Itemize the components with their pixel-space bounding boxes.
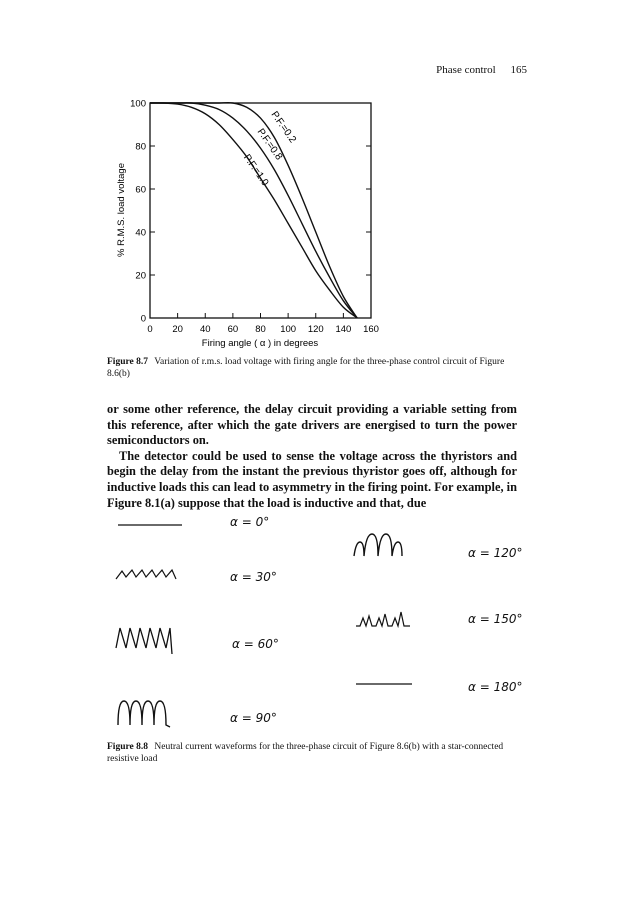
body-text	[107, 402, 517, 511]
body-paragraph-2: The detector could be used to sense the voltage across the thyristors and begin the delay from the instant the previous thyristor goes off, although for inductive loads this can lead to asymmetry in the firing point. For example, in Figure 8.1(a) suppose that the load is inductive and that, due	[107, 448, 517, 510]
y-tick-label: 40	[135, 227, 146, 239]
y-tick-label: 100	[130, 98, 146, 110]
waveform-label-alpha-30: α = 30°	[230, 570, 277, 584]
x-tick-label: 20	[172, 324, 183, 335]
waveform-label-alpha-120: α = 120°	[468, 546, 523, 560]
y-tick-label: 80	[135, 141, 146, 153]
x-tick-label: 100	[280, 324, 297, 335]
waveform-label-alpha-60: α = 60°	[232, 637, 279, 651]
waveform-alpha-150	[356, 608, 426, 634]
x-tick-label: 160	[363, 324, 379, 335]
waveform-alpha-120	[352, 528, 422, 568]
figure-8-7-caption-label: Figure 8.7	[107, 357, 148, 367]
figure-8-7-chart	[0, 0, 635, 360]
waveform-alpha-60	[116, 620, 186, 660]
waveform-label-alpha-150: α = 150°	[468, 612, 523, 626]
waveform-alpha-0	[118, 515, 188, 535]
waveform-label-alpha-0: α = 0°	[230, 515, 270, 529]
figure-8-7-caption	[107, 356, 522, 380]
x-tick-label: 80	[255, 324, 266, 335]
page-number: 165	[510, 64, 527, 76]
series-label: P.F.=0.2	[268, 109, 299, 146]
x-tick-label: 60	[227, 324, 239, 335]
waveform-label-alpha-90: α = 90°	[230, 711, 277, 725]
x-axis-label: Firing angle ( α ) in degrees	[201, 338, 319, 349]
series-label: P.F.=1.0	[240, 152, 271, 189]
y-tick-label: 20	[135, 270, 146, 282]
figure-8-8-caption-label: Figure 8.8	[107, 742, 148, 752]
figure-8-8-caption	[107, 741, 522, 765]
x-tick-label: 120	[307, 324, 324, 335]
body-paragraph-1: or some other reference, the delay circuit providing a variable setting from this reference, after which the gate drivers are energised to turn the power semiconductors on.	[107, 402, 517, 448]
figure-8-8-caption-text: Neutral current waveforms for the three-phase circuit of Figure 8.6(b) with a star-connected resistive load	[107, 742, 504, 764]
x-tick-label: 40	[199, 324, 211, 335]
figure-8-7-caption-text: Variation of r.m.s. load voltage with firing angle for the three-phase control circuit of Figure 8.6(b)	[107, 357, 505, 379]
x-tick-label: 140	[335, 324, 352, 335]
x-tick-label: 0	[147, 324, 153, 335]
running-head-section: Phase control	[436, 64, 496, 76]
waveform-alpha-30	[116, 565, 186, 585]
y-tick-label: 60	[135, 184, 146, 196]
y-axis-label: % R.M.S. load voltage	[116, 163, 127, 257]
waveform-label-alpha-180: α = 180°	[468, 680, 523, 694]
waveform-alpha-90	[116, 695, 186, 735]
waveform-alpha-180	[356, 674, 426, 694]
y-tick-label: 0	[140, 313, 146, 325]
series-label: P.F.=0.8	[254, 126, 285, 163]
series-line-p-f-1-0	[150, 103, 357, 318]
